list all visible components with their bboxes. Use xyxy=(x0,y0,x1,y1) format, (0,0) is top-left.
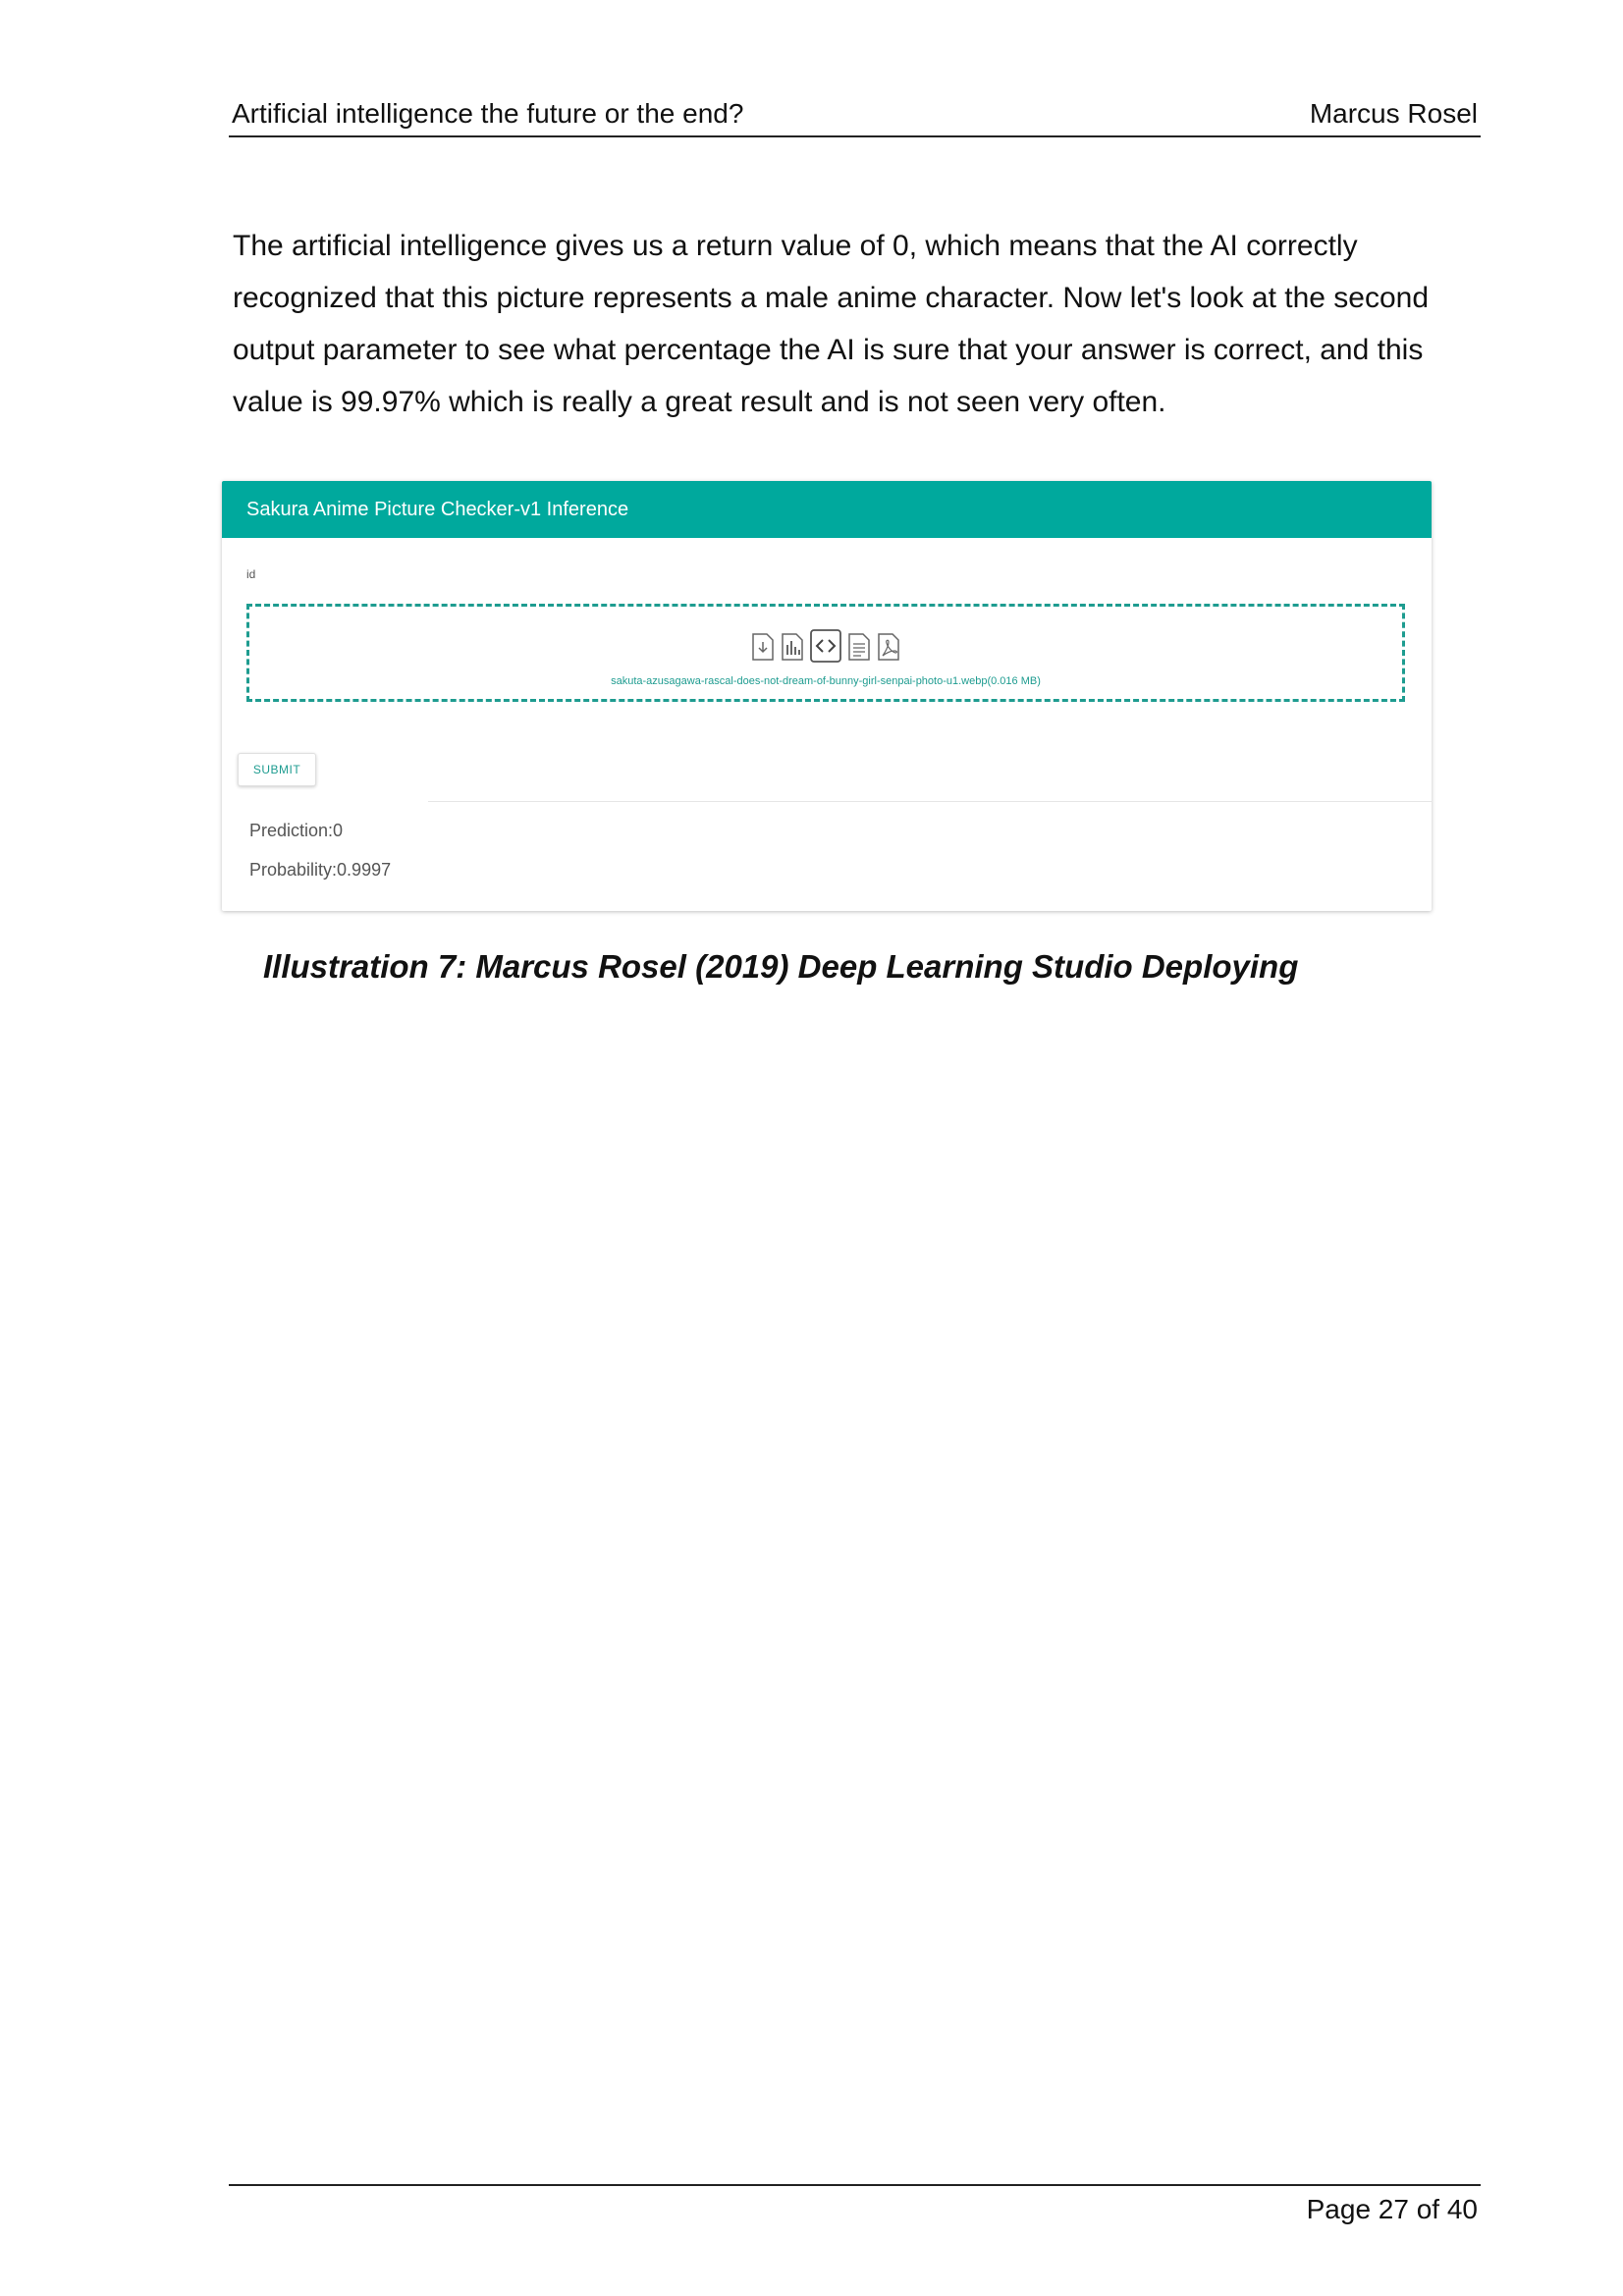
page-header xyxy=(229,98,1481,137)
prediction-output: Prediction:0 xyxy=(249,821,344,840)
file-chart-icon xyxy=(781,633,804,661)
page-footer xyxy=(229,2184,1481,2224)
submit-button[interactable]: SUBMIT xyxy=(238,753,316,786)
inference-screenshot xyxy=(222,481,1432,911)
page-number: Page 27 of 40 xyxy=(1306,2194,1478,2224)
file-dropzone[interactable] xyxy=(246,604,1405,702)
body-paragraph: The artificial intelligence gives us a return value of 0, which means that the AI correctly recognized that this picture represents a male anime character. Now let's look at the second output parameter to see what percentage the AI is sure that your answer is correct, and this value is 99.97% which is really a great result and is not seen very often. xyxy=(233,230,1430,418)
document-title: Artificial intelligence the future or the end? xyxy=(232,98,744,129)
uploaded-filename: sakuta-azusagawa-rascal-does-not-dream-of-bunny-girl-senpai-photo-u1.webp(0.016 MB) xyxy=(611,675,1041,687)
id-field-label: id xyxy=(246,567,256,581)
probability-output: Probability:0.9997 xyxy=(249,860,392,880)
file-text-icon xyxy=(847,633,871,661)
file-code-icon xyxy=(810,629,841,663)
app-title: Sakura Anime Picture Checker-v1 Inference xyxy=(222,481,1432,538)
author-name: Marcus Rosel xyxy=(1309,98,1478,129)
results-divider xyxy=(428,801,1432,802)
figure-caption: Illustration 7: Marcus Rosel (2019) Deep Learning Studio Deploying xyxy=(263,948,1299,985)
file-type-icons xyxy=(249,633,1402,663)
file-download-icon xyxy=(751,633,775,661)
file-pdf-icon xyxy=(877,633,900,661)
